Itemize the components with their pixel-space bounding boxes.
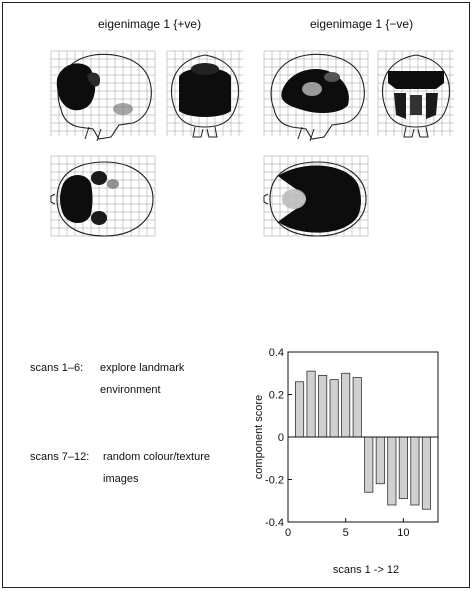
bar-series bbox=[295, 371, 430, 509]
bar bbox=[342, 373, 350, 437]
legend-scans-1-6-desc-2: environment bbox=[100, 384, 161, 396]
brain-map-neg-sagittal bbox=[262, 49, 370, 144]
bar bbox=[295, 382, 303, 437]
bar bbox=[365, 437, 373, 492]
x-axis-label: scans 1 -> 12 bbox=[332, 564, 400, 576]
x-tick-group bbox=[285, 518, 410, 539]
brain-map-neg-transverse bbox=[262, 154, 370, 244]
x-tick-label: 10 bbox=[397, 527, 410, 539]
bar bbox=[411, 437, 419, 505]
legend-scans-1-6-key: scans 1–6: bbox=[30, 362, 84, 374]
bar bbox=[307, 371, 315, 437]
bar bbox=[376, 437, 384, 484]
y-tick-label: 0 bbox=[277, 432, 284, 444]
legend-scans-7-12-desc: random colour/texture bbox=[103, 451, 210, 463]
bar bbox=[353, 378, 361, 438]
bar bbox=[318, 375, 326, 437]
y-tick-label: -0.4 bbox=[265, 517, 284, 529]
legend-scans-1-6-desc: explore landmark bbox=[100, 362, 185, 374]
y-tick-label: 0.2 bbox=[268, 389, 284, 402]
bar bbox=[388, 437, 396, 505]
bar bbox=[422, 437, 430, 509]
brain-map-pos-transverse bbox=[49, 154, 157, 244]
legend-scans-7-12-desc-2: images bbox=[103, 473, 139, 485]
y-tick-label: -0.2 bbox=[265, 474, 284, 487]
heading-positive: eigenimage 1 {+ve) bbox=[98, 17, 202, 31]
brain-map-pos-coronal bbox=[165, 49, 245, 144]
y-tick-label: 0.4 bbox=[268, 347, 284, 359]
component-score-chart bbox=[246, 340, 446, 580]
bar bbox=[330, 380, 338, 437]
bar bbox=[399, 437, 407, 499]
brain-map-pos-sagittal bbox=[49, 49, 157, 144]
x-tick-label: 0 bbox=[284, 527, 292, 539]
heading-negative: eigenimage 1 {−ve) bbox=[310, 17, 414, 31]
x-tick-label: 5 bbox=[342, 527, 349, 539]
legend-scans-7-12-key: scans 7–12: bbox=[30, 451, 90, 463]
y-axis-label: component score bbox=[253, 394, 265, 480]
brain-map-neg-coronal bbox=[376, 49, 456, 144]
